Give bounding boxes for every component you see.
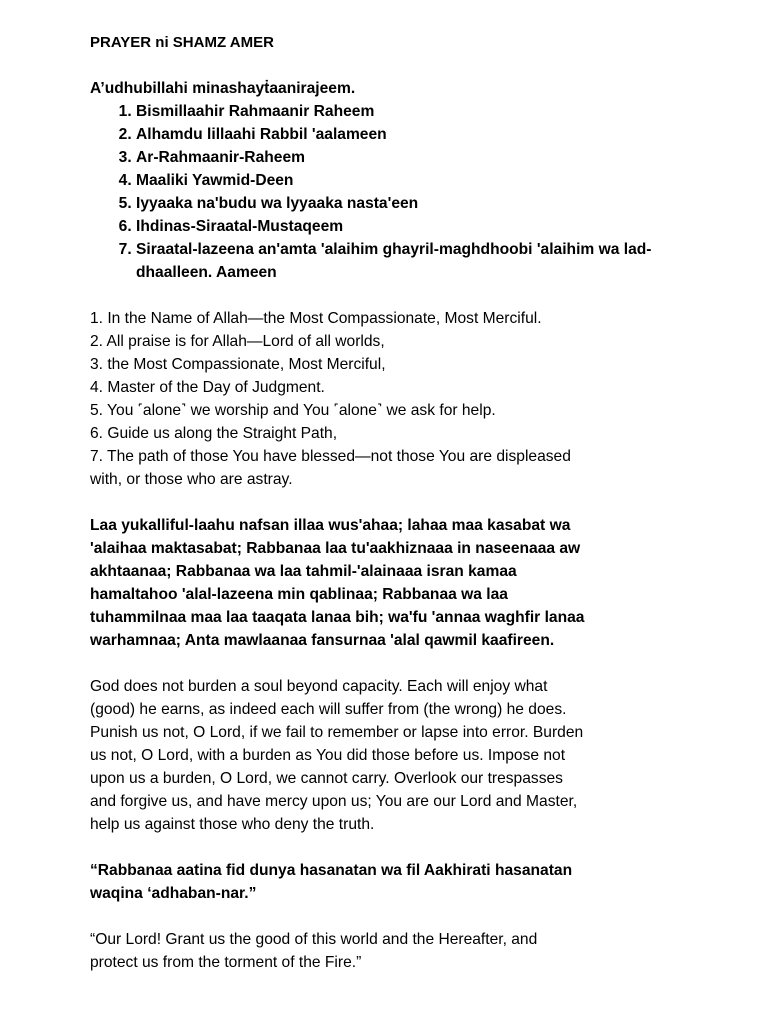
text-line: “Our Lord! Grant us the good of this world and the Hereafter, and — [90, 931, 538, 948]
rabbana-arabic-block — [90, 859, 688, 905]
list-item: 4. Maaliki Yawmid-Deen — [136, 169, 688, 192]
list-item: 6. Ihdinas-Siraatal-Mustaqeem — [136, 215, 688, 238]
text-line: (good) he earns, as indeed each will suffer from (the wrong) he does. — [90, 701, 567, 718]
text-line: 'alaihaa maktasabat; Rabbanaa laa tu'aakhiznaaa in naseenaaa aw — [90, 540, 581, 557]
text-line: akhtaanaa; Rabbanaa wa laa tahmil-'alainaaa isran kamaa — [90, 563, 517, 580]
page-title: PRAYER ni SHAMZ AMER — [90, 34, 274, 51]
text-line: waqina ‘adhaban-nar.” — [90, 885, 257, 902]
text-line: 7. The path of those You have blessed—not those You are displeased — [90, 448, 571, 465]
text-line: 3. the Most Compassionate, Most Merciful, — [90, 356, 386, 373]
list-item: 1. Bismillaahir Rahmaanir Raheem — [136, 100, 688, 123]
list-item: 7. Siraatal-lazeena an'amta 'alaihim ghayril-maghdhoobi 'alaihim wa lad-dhaalleen. Aameen — [136, 238, 688, 284]
opening-line: A’udhubillahi minashayṫaanirajeem. — [90, 80, 356, 97]
text-line: “Rabbanaa aatina fid dunya hasanatan wa fil Aakhirati hasanatan — [90, 862, 573, 879]
text-line: hamaltahoo 'alal-lazeena min qablinaa; Rabbanaa wa laa — [90, 586, 508, 603]
text-line: 5. You ˹alone˺ we worship and You ˹alone˺ we ask for help. — [90, 402, 496, 419]
baqarah-arabic-block — [90, 514, 688, 652]
rabbana-english-block — [90, 928, 688, 974]
text-line: 2. All praise is for Allah—Lord of all worlds, — [90, 333, 385, 350]
text-line: with, or those who are astray. — [90, 471, 293, 488]
text-line: 1. In the Name of Allah—the Most Compassionate, Most Merciful. — [90, 310, 542, 327]
text-line: us not, O Lord, with a burden as You did those before us. Impose not — [90, 747, 566, 764]
text-line: tuhammilnaa maa laa taaqata lanaa bih; wa'fu 'annaa waghfir lanaa — [90, 609, 585, 626]
text-line: 6. Guide us along the Straight Path, — [90, 425, 338, 442]
list-item: 5. Iyyaaka na'budu wa lyyaaka nasta'een — [136, 192, 688, 215]
list-item: 2. Alhamdu lillaahi Rabbil 'aalameen — [136, 123, 688, 146]
text-line: help us against those who deny the truth. — [90, 816, 375, 833]
text-line: Laa yukalliful-laahu nafsan illaa wus'ahaa; lahaa maa kasabat wa — [90, 517, 571, 534]
fatiha-arabic-list — [90, 100, 688, 284]
text-line: Punish us not, O Lord, if we fail to remember or lapse into error. Burden — [90, 724, 584, 741]
text-line: warhamnaa; Anta mawlaanaa fansurnaa 'alal qawmil kaafireen. — [90, 632, 555, 649]
text-line: and forgive us, and have mercy upon us; You are our Lord and Master, — [90, 793, 578, 810]
text-line: upon us a burden, O Lord, we cannot carry. Overlook our trespasses — [90, 770, 563, 787]
text-line: protect us from the torment of the Fire.” — [90, 954, 362, 971]
list-item: 3. Ar-Rahmaanir-Raheem — [136, 146, 688, 169]
fatiha-english-block — [90, 307, 688, 491]
baqarah-english-block — [90, 675, 688, 836]
text-line: God does not burden a soul beyond capacity. Each will enjoy what — [90, 678, 548, 695]
text-line: 4. Master of the Day of Judgment. — [90, 379, 325, 396]
